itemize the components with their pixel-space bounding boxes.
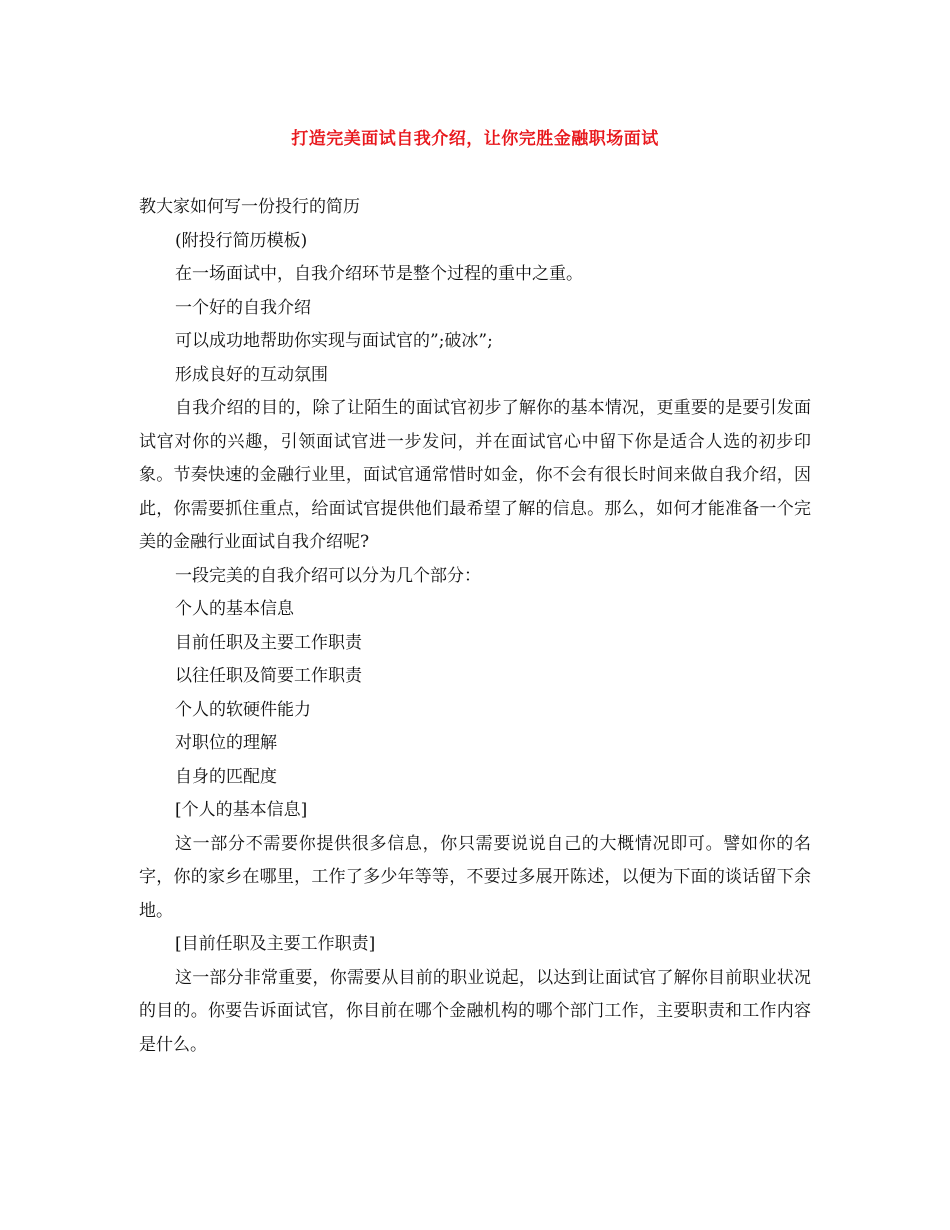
list-item: 自身的匹配度	[175, 766, 277, 787]
list-item: 个人的基本信息	[175, 599, 294, 619]
document-body	[139, 191, 811, 1062]
section-heading: [目前任职及主要工作职责]	[175, 934, 376, 954]
list-item: 个人的软硬件能力	[175, 699, 311, 720]
paragraph: 一个好的自我介绍	[175, 297, 311, 318]
paragraph: (附投行简历模板)	[175, 230, 308, 251]
paragraph: 形成良好的互动氛围	[175, 364, 328, 385]
paragraph: 在一场面试中，自我介绍环节是整个过程的重中之重。	[175, 264, 583, 284]
paragraph: 教大家如何写一份投行的简历	[139, 197, 360, 217]
document-title: 打造完美面试自我介绍，让你完胜金融职场面试	[291, 129, 659, 149]
paragraph: 可以成功地帮助你实现与面试官的”;破冰”;	[175, 331, 493, 351]
list-item: 对职位的理解	[175, 733, 277, 753]
paragraph: 这一部分不需要你提供很多信息，你只需要说说自己的大概情况即可。譬如你的名字，你的家乡在哪里，工作了多少年等等，不要过多展开陈述，以便为下面的谈话留下余地。	[139, 833, 811, 921]
list-item: 以往任职及简要工作职责	[175, 666, 362, 686]
paragraph: 自我介绍的目的，除了让陌生的面试官初步了解你的基本情况，更重要的是要引发面试官对你的兴趣，引领面试官进一步发问，并在面试官心中留下你是适合人选的初步印象。节奏快速的金融行业里，面试官通常惜时如金，你不会有很长时间来做自我介绍，因此，你需要抓住重点，给面试官提供他们最希望了解的信息。那么，如何才能准备一个完美的金融行业面试自我介绍呢?	[139, 398, 811, 552]
section-heading: [个人的基本信息]	[175, 800, 308, 820]
paragraph: 这一部分非常重要，你需要从目前的职业说起，以达到让面试官了解你目前职业状况的目的。你要告诉面试官，你目前在哪个金融机构的哪个部门工作，主要职责和工作内容是什么。	[139, 967, 811, 1055]
list-item: 目前任职及主要工作职责	[175, 632, 362, 653]
paragraph: 一段完美的自我介绍可以分为几个部分：	[175, 565, 481, 586]
